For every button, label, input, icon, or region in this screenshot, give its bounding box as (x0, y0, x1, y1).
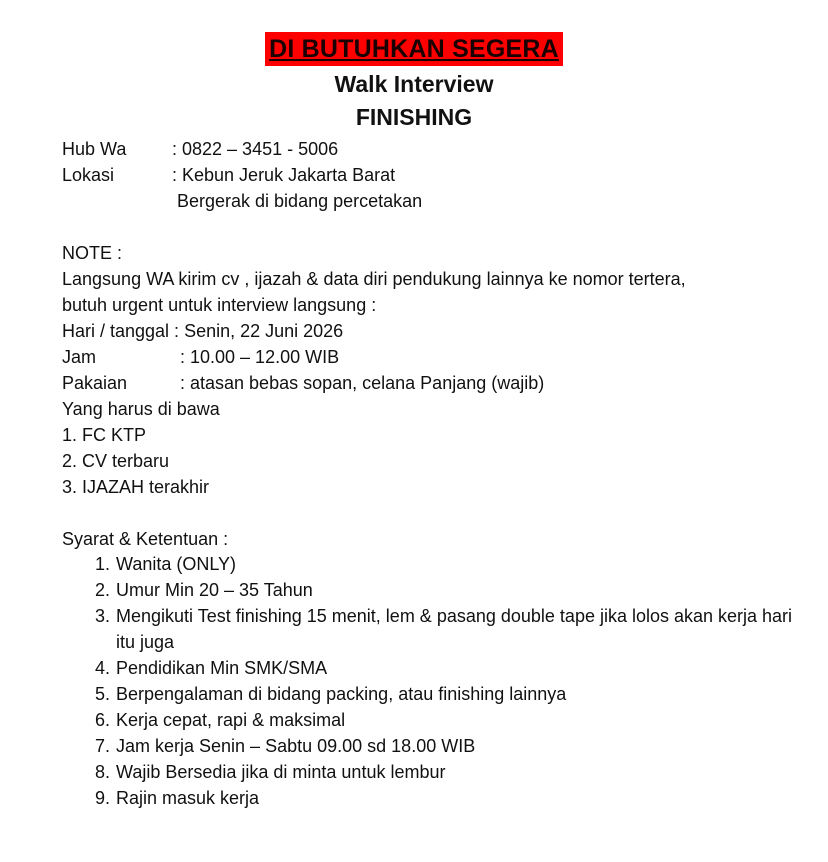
item-number: 8. (94, 762, 110, 782)
item-text: Umur Min 20 – 35 Tahun (116, 580, 313, 600)
item-text: Kerja cepat, rapi & maksimal (116, 710, 346, 730)
item-text: Mengikuti Test finishing 15 menit, lem & pasang double tape jika lolos akan kerja hari itu juga (116, 606, 793, 652)
item-number: 6. (94, 710, 110, 730)
lokasi-value: : Kebun Jeruk Jakarta Barat (172, 165, 396, 185)
bawa-item: 1. FC KTP (62, 425, 147, 445)
item-number: 5. (94, 684, 110, 704)
bawa-item: 2. CV terbaru (62, 451, 170, 471)
hub-value: : 0822 – 3451 - 5006 (172, 139, 339, 159)
syarat-heading: Syarat & Ketentuan : (62, 529, 229, 549)
jam-value: : 10.00 – 12.00 WIB (180, 347, 340, 367)
banner-wrap (0, 32, 828, 66)
item-number: 4. (94, 658, 110, 678)
bawa-item: 3. IJAZAH terakhir (62, 477, 210, 497)
item-number: 1. (94, 554, 110, 574)
note-line-2: butuh urgent untuk interview langsung : (62, 295, 377, 315)
hari-tanggal: Hari / tanggal : Senin, 22 Juni 2026 (62, 321, 344, 341)
subtitle: Walk Interview (334, 71, 494, 97)
item-text: Wanita (ONLY) (116, 554, 237, 574)
item-number: 2. (94, 580, 110, 600)
item-text: Rajin masuk kerja (116, 788, 260, 808)
pakaian-label: Pakaian (62, 373, 128, 393)
note-line-1: Langsung WA kirim cv , ijazah & data diri pendukung lainnya ke nomor tertera, (62, 269, 686, 289)
item-number: 9. (94, 788, 110, 808)
bawa-heading: Yang harus di bawa (62, 399, 220, 419)
item-text: Berpengalaman di bidang packing, atau finishing lainnya (116, 684, 567, 704)
urgent-banner: DI BUTUHKAN SEGERA (265, 32, 563, 66)
lokasi-extra: Bergerak di bidang percetakan (177, 191, 423, 211)
pakaian-value: : atasan bebas sopan, celana Panjang (wajib) (180, 373, 545, 393)
note-heading: NOTE : (62, 243, 123, 263)
position-title: FINISHING (355, 104, 473, 130)
item-number: 3. (94, 606, 110, 626)
item-text: Wajib Bersedia jika di minta untuk lembur (116, 762, 446, 782)
item-text: Jam kerja Senin – Sabtu 09.00 sd 18.00 WIB (116, 736, 476, 756)
jam-label: Jam (62, 347, 97, 367)
hub-label: Hub Wa (62, 139, 127, 159)
item-number: 7. (94, 736, 110, 756)
item-text: Pendidikan Min SMK/SMA (116, 658, 328, 678)
lokasi-label: Lokasi (62, 165, 115, 185)
